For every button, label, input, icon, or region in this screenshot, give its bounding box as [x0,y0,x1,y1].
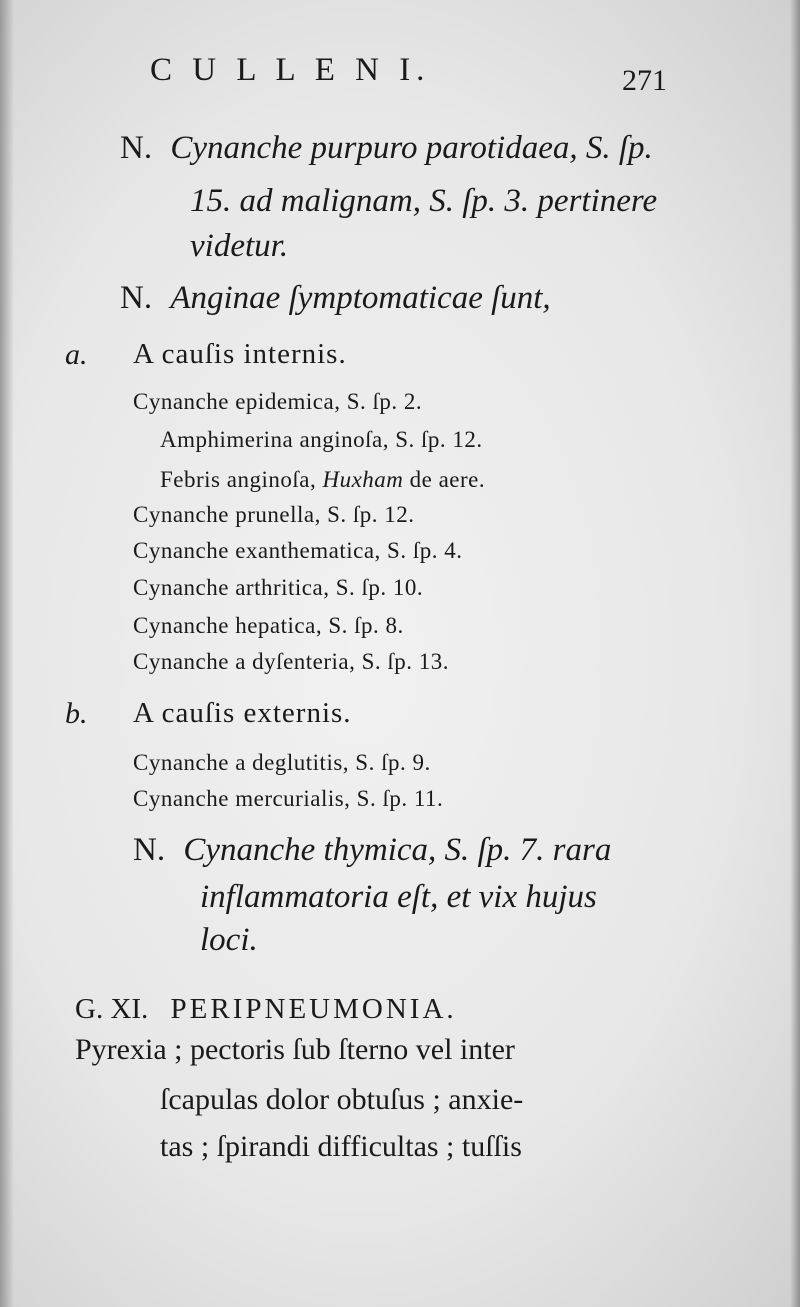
note-1-line-3: videtur. [190,228,289,264]
list-item: Cynanche a deglutitis, S. ſp. 9. [133,750,431,775]
note-1-text: Cynanche purpuro parotidaea, S. ſp. [170,130,653,166]
genus-name: PERIPNEUMONIA. [170,993,457,1025]
entry-text: Febris anginoſa, [160,467,317,492]
list-item: Cynanche mercurialis, S. ſp. 11. [133,786,444,811]
definition-line-1: Pyrexia ; pectoris ſub ſterno vel inter [75,1033,515,1066]
list-item: Cynanche arthritica, S. ſp. 10. [133,575,424,600]
genus-heading [75,993,457,1026]
entry-tail: de aere. [409,467,486,492]
note-3-line-2: inflammatoria eſt, et vix hujus [200,879,597,915]
list-item: Cynanche hepatica, S. ſp. 8. [133,613,404,638]
section-a-title: A cauſis internis. [133,338,347,370]
list-item: Cynanche epidemica, S. ſp. 2. [133,389,423,414]
genus-number: G. XI. [75,993,149,1025]
running-head: C U L L E N I. [150,52,431,88]
list-item [160,467,485,493]
section-b-marker: b. [65,697,88,730]
list-item: Cynanche exanthematica, S. ſp. 4. [133,538,463,563]
list-item: Amphimerina anginoſa, S. ſp. 12. [160,427,483,452]
definition-line-3: tas ; ſpirandi difficultas ; tuſſis [160,1130,522,1163]
note-3-line-3: loci. [200,922,258,958]
section-a-marker: a. [65,338,88,371]
note-1-line-2: 15. ad malignam, S. ſp. 3. pertinere [190,183,658,219]
note-3-text: Cynanche thymica, S. ſp. 7. rara [183,832,612,868]
list-item: Cynanche prunella, S. ſp. 12. [133,502,415,527]
note-2-text: Anginae ſymptomaticae ſunt, [170,280,551,316]
note-marker: N. [120,130,153,166]
section-b-title: A cauſis externis. [133,697,352,729]
list-item: Cynanche a dyſenteria, S. ſp. 13. [133,649,450,674]
note-1-line-1 [120,130,653,167]
note-2 [120,280,551,317]
note-3-line-1 [133,832,611,869]
note-marker: N. [133,832,166,868]
definition-line-2: ſcapulas dolor obtuſus ; anxie- [160,1083,524,1116]
page-number: 271 [622,64,667,97]
note-marker: N. [120,280,153,316]
author-name: Huxham [322,467,404,492]
